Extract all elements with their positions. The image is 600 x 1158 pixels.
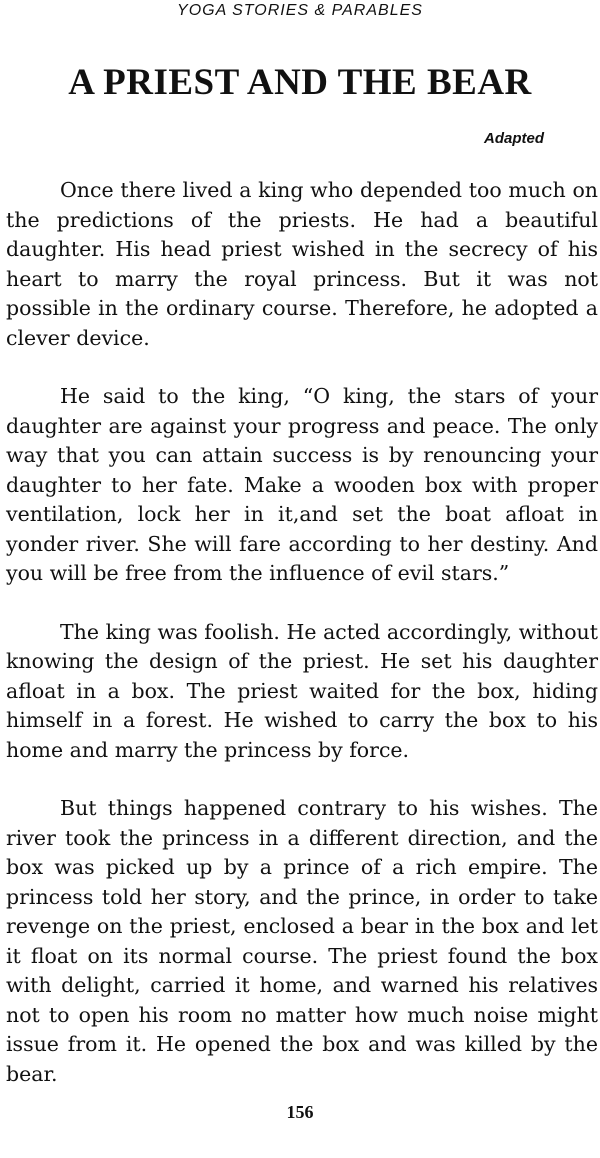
page-number: 156	[286, 1102, 314, 1122]
paragraph-1: Once there lived a king who depended too much on the predictions of the priests. He had a beautiful daughter. His head priest wished in the secrecy of his heart to marry the royal princess. But it was not possible in the ordinary course. Therefore, he adopted a clever device.	[6, 178, 598, 350]
attribution: Adapted	[484, 130, 544, 147]
story-title: A PRIEST AND THE BEAR	[68, 62, 532, 103]
story-body	[6, 176, 598, 1118]
paragraph-2: He said to the king, “O king, the stars of your daughter are against your progress and peace. The only way that you can attain success is by renouncing your daughter to her fate. Make a wooden box with proper ventilation, lock her in it,and set the boat afloat in yonder river. She will fare according to her destiny. And you will be free from the influence of evil stars.”	[6, 384, 598, 585]
running-head: YOGA STORIES & PARABLES	[177, 2, 423, 19]
paragraph-4: But things happened contrary to his wishes. The river took the princess in a different direction, and the box was picked up by a prince of a rich empire. The princess told her story, and the prince, in order to take revenge on the priest, enclosed a bear in the box and let it float on its normal course. The priest found the box with delight, carried it home, and warned his relatives not to open his room no matter how much noise might issue from it. He opened the box and was killed by the bear.	[6, 796, 598, 1086]
paragraph-3: The king was foolish. He acted accordingly, without knowing the design of the priest. He set his daughter afloat in a box. The priest waited for the box, hiding himself in a forest. He wished to carry the box to his home and marry the princess by force.	[6, 619, 598, 762]
